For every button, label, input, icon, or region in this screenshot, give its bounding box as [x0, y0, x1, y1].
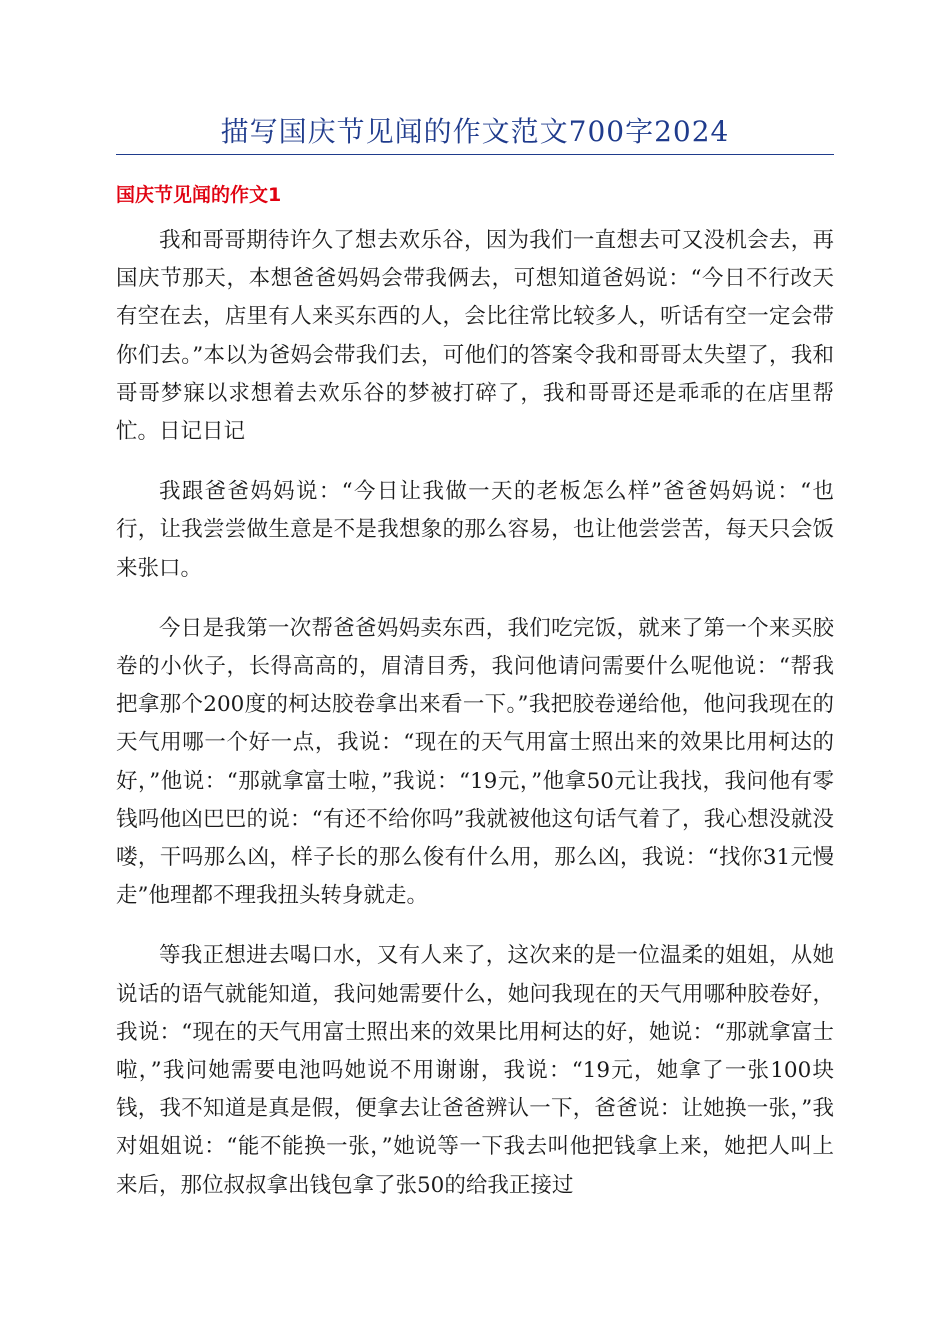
- document-body: [116, 222, 834, 1227]
- paragraph-2: 我跟爸爸妈妈说：“今日让我做一天的老板怎么样”爸爸妈妈说：“也行，让我尝尝做生意是不是我想象的那么容易，也让他尝尝苦，每天只会饭来张口。: [116, 479, 834, 581]
- title-underline: [116, 154, 834, 155]
- paragraph-4: 等我正想进去喝口水，又有人来了，这次来的是一位温柔的姐姐，从她说话的语气就能知道，我问她需要什么，她问我现在的天气用哪种胶卷好，我说：“现在的天气用富士照出来的效果比用柯达的好，她说：“那就拿富士啦，”我问她需要电池吗她说不用谢谢，我说：“19元，她拿了一张100块钱，我不知道是真是假，便拿去让爸爸辨认一下，爸爸说：让她换一张，”我对姐姐说：“能不能换一张，”她说等一下我去叫他把钱拿上来，她把人叫上来后，那位叔叔拿出钱包拿了张50的给我正接过: [116, 943, 834, 1198]
- document-title: 描写国庆节见闻的作文范文700字2024: [220, 115, 730, 148]
- paragraph-3: 今日是我第一次帮爸爸妈妈卖东西，我们吃完饭，就来了第一个来买胶卷的小伙子，长得高高的，眉清目秀，我问他请问需要什么呢他说：“帮我把拿那个200度的柯达胶卷拿出来看一下。”我把胶卷递给他，他问我现在的天气用哪一个好一点，我说：“现在的天气用富士照出来的效果比用柯达的好，”他说：“那就拿富士啦，”我说：“19元，”他拿50元让我找，我问他有零钱吗他凶巴巴的说：“有还不给你吗”我就被他这句话气着了，我心想没就没喽，干吗那么凶，样子长的那么俊有什么用，那么凶，我说：“找你31元慢走”他理都不理我扭头转身就走。: [116, 615, 834, 909]
- section-heading: 国庆节见闻的作文1: [116, 184, 282, 206]
- paragraph-1: 我和哥哥期待许久了想去欢乐谷，因为我们一直想去可又没机会去，再国庆节那天，本想爸爸妈妈会带我俩去，可想知道爸妈说：“今日不行改天有空在去，店里有人来买东西的人，会比往常比较多人，听话有空一定会带你们去。”本以为爸妈会带我们去，可他们的答案令我和哥哥太失望了，我和哥哥梦寐以求想着去欢乐谷的梦被打碎了，我和哥哥还是乖乖的在店里帮忙。日记日记: [116, 228, 834, 445]
